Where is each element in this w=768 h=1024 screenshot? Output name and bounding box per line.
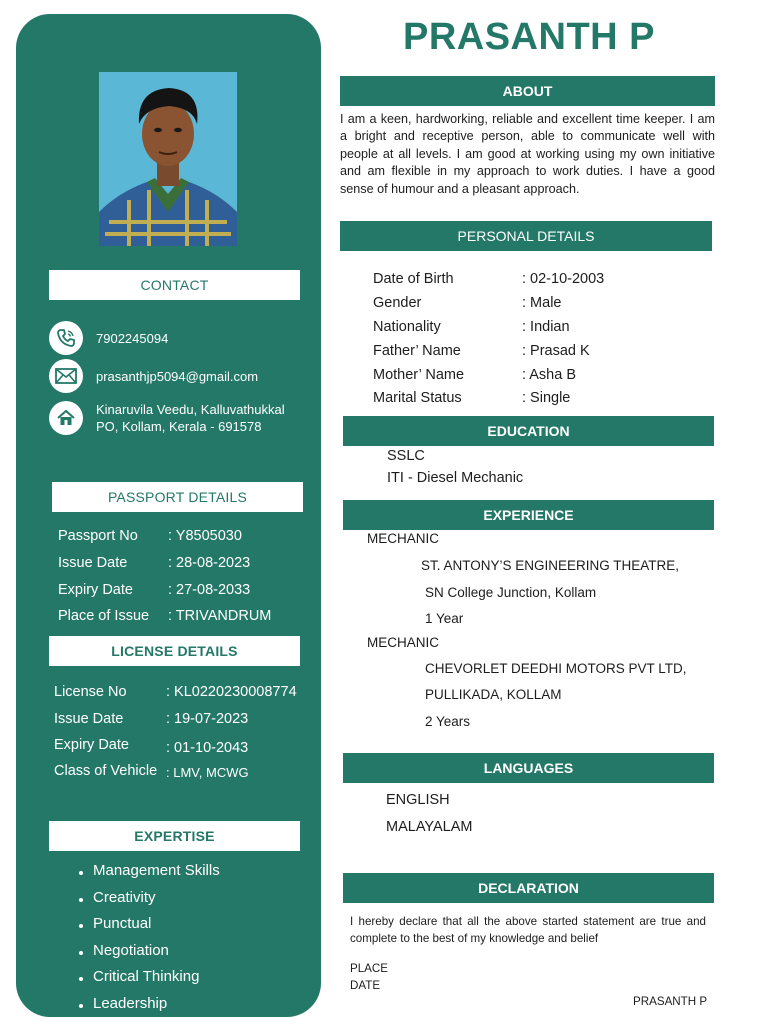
passport-value: : TRIVANDRUM (168, 608, 272, 624)
passport-heading: PASSPORT DETAILS (52, 482, 303, 512)
expertise-item: Management Skills (76, 858, 220, 885)
passport-value: : 27-08-2033 (168, 582, 251, 598)
personal-label: Gender (373, 295, 422, 311)
job-duration: 1 Year (425, 611, 464, 626)
license-value: : KL0220230008774 (166, 684, 297, 700)
expertise-item: Negotiation (76, 938, 220, 965)
job-location: PULLIKADA, KOLLAM (425, 687, 562, 702)
license-value: : 19-07-2023 (166, 711, 249, 727)
expertise-heading: EXPERTISE (49, 821, 300, 851)
personal-label: Father’ Name (373, 343, 461, 359)
about-text: I am a keen, hardworking, reliable and excellent time keeper. I am a bright and receptive person, able to communicate well with people at all levels. I am good at working using my own initiative and am flexible in my approach to work duties. I have a good sense of humour and a pleasant approach. (340, 112, 715, 196)
license-row (54, 763, 249, 780)
contact-address (49, 401, 285, 435)
passport-row (58, 608, 271, 624)
education-heading: EDUCATION (343, 416, 714, 446)
language-item: MALAYALAM (386, 819, 473, 835)
job-duration: 2 Years (425, 714, 471, 729)
passport-label: Issue Date (58, 555, 128, 571)
license-label: Expiry Date (54, 737, 129, 753)
passport-label: Expiry Date (58, 582, 133, 598)
profile-photo-illustration (99, 72, 237, 246)
personal-value: : 02-10-2003 (522, 271, 605, 287)
address-text (96, 401, 285, 435)
expertise-item: Leadership (76, 991, 220, 1018)
passport-row (58, 555, 250, 571)
declaration-heading: DECLARATION (343, 873, 714, 903)
expertise-item: Critical Thinking (76, 964, 220, 991)
language-item: ENGLISH (386, 792, 450, 808)
profile-photo (99, 72, 237, 246)
home-icon (49, 401, 83, 435)
job-company: CHEVORLET DEEDHI MOTORS PVT LTD, (425, 661, 687, 676)
declaration-text: I hereby declare that all the above started statement are true and complete to the best of my knowledge and belief (350, 915, 706, 945)
contact-phone (49, 321, 168, 355)
education-item: ITI - Diesel Mechanic (387, 470, 524, 486)
place-label: PLACE (350, 962, 389, 975)
phone-icon (49, 321, 83, 355)
passport-value: : Y8505030 (168, 528, 242, 544)
license-row (54, 684, 297, 700)
license-label: Issue Date (54, 711, 124, 727)
address-line-2: PO, Kollam, Kerala - 691578 (96, 419, 262, 434)
job-company: ST. ANTONY’S ENGINEERING THEATRE, (421, 558, 680, 573)
passport-label: Passport No (58, 528, 138, 544)
license-label: License No (54, 684, 127, 700)
contact-heading: CONTACT (49, 270, 300, 300)
experience-heading: EXPERIENCE (343, 500, 714, 530)
education-item: SSLC (387, 448, 425, 464)
languages-heading: LANGUAGES (343, 753, 714, 783)
license-value: : LMV, MCWG (166, 765, 249, 780)
signature-name: PRASANTH P (633, 995, 708, 1008)
email-icon (49, 359, 83, 393)
personal-value: : Male (522, 295, 562, 311)
expertise-item: Creativity (76, 885, 220, 912)
license-label: Class of Vehicle (54, 763, 158, 779)
phone-number[interactable]: 7902245094 (96, 330, 169, 346)
personal-label: Marital Status (373, 390, 462, 406)
candidate-name: PRASANTH P (402, 16, 656, 58)
job-title: MECHANIC (367, 531, 440, 546)
personal-label: Mother’ Name (373, 367, 465, 383)
job-title: MECHANIC (367, 635, 440, 650)
personal-heading: PERSONAL DETAILS (340, 221, 712, 251)
job-location: SN College Junction, Kollam (425, 585, 597, 600)
license-heading: LICENSE DETAILS (49, 636, 300, 666)
license-row (54, 737, 248, 756)
date-label: DATE (350, 979, 381, 992)
expertise-list (76, 858, 220, 1018)
personal-label: Date of Birth (373, 271, 454, 287)
passport-row (58, 582, 250, 598)
personal-value: : Prasad K (522, 343, 590, 359)
contact-email (49, 359, 258, 393)
passport-label: Place of Issue (58, 608, 150, 624)
personal-label: Nationality (373, 319, 441, 335)
about-heading: ABOUT (340, 76, 715, 106)
passport-row (58, 528, 242, 544)
personal-value: : Single (522, 390, 571, 406)
expertise-item: Punctual (76, 911, 220, 938)
address-line-1: Kinaruvila Veedu, Kalluvathukkal (96, 402, 285, 417)
license-value: : 01-10-2043 (166, 740, 249, 756)
email-address[interactable]: prasanthjp5094@gmail.com (96, 368, 259, 384)
passport-value: : 28-08-2023 (168, 555, 251, 571)
personal-value: : Asha B (522, 367, 577, 383)
license-row (54, 711, 248, 727)
personal-value: : Indian (522, 319, 570, 335)
